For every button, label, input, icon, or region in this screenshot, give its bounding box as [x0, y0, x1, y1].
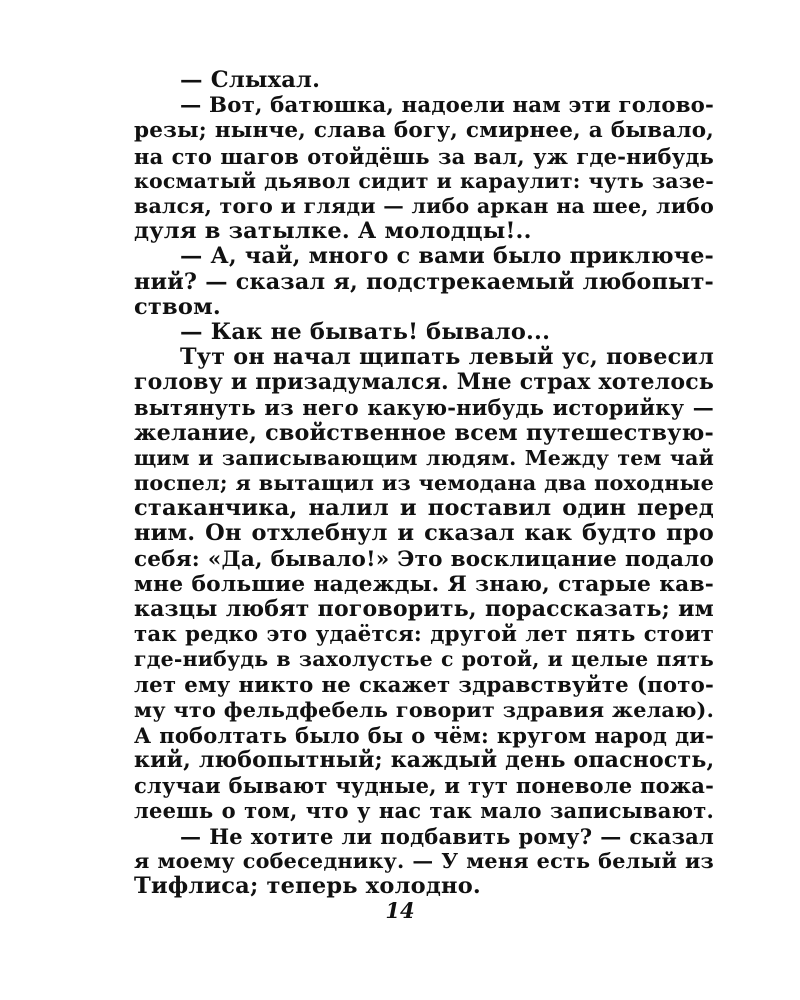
text-line: мне большие надежды. Я знаю, старые кав-	[134, 571, 714, 597]
text-line: ством.	[134, 293, 221, 320]
text-line: так редко это удаётся: другой лет пять стоит	[134, 622, 714, 648]
text-line: — Вот, батюшка, надоели нам эти голово-	[180, 93, 715, 119]
text-line: вался, того и гляди — либо аркан на шее, либо	[134, 193, 714, 218]
page-text	[134, 68, 714, 899]
text-line: где-нибудь в захолустье с ротой, и целые пять	[134, 647, 714, 672]
text-line: вытянуть из него какую-нибудь историйку —	[134, 395, 714, 421]
text-line: ний? — сказал я, подстрекаемый любопыт-	[134, 268, 714, 295]
text-line: лет ему никто не скажет здравствуйте (пото-	[134, 672, 714, 698]
text-line: казцы любят поговорить, порассказать; им	[134, 595, 714, 622]
text-line: на сто шагов отойдёшь за вал, уж где-нибудь	[134, 143, 714, 169]
text-line: дуля в затылке. А молодцы!..	[134, 218, 532, 245]
text-line: Тут он начал щипать левый ус, повесил	[180, 344, 714, 371]
text-line: — А, чай, много с вами было приключе-	[180, 243, 714, 270]
text-line: поспел; я вытащил из чемодана два походные	[134, 471, 714, 495]
text-line: щим и записывающим людям. Между тем чай	[134, 445, 714, 470]
text-line: я моему собеседнику. — У меня есть белый из	[134, 848, 714, 873]
text-line: ним. Он отхлебнул и сказал как будто про	[134, 520, 714, 547]
text-line: желание, свойственное всем путешествую-	[134, 419, 714, 446]
text-line: му что фельдфебель говорит здравия желаю).	[134, 697, 714, 722]
text-line: косматый дьявол сидит и караулит: чуть зазе-	[134, 168, 714, 193]
text-line: леешь о том, что у нас так мало записывают.	[134, 798, 714, 824]
text-line: Тифлиса; теперь холодно.	[134, 873, 481, 899]
text-line: кий, любопытный; каждый день опасность,	[134, 747, 715, 774]
text-line: — Не хотите ли подбавить рому? — сказал	[180, 823, 714, 849]
text-line: — Слыхал.	[180, 67, 321, 93]
text-line: А поболтать было бы о чём: кругом народ ди-	[134, 722, 714, 748]
text-line: себя: «Да, бывало!» Это восклицание подало	[134, 546, 714, 572]
text-line: резы; нынче, слава богу, смирнее, а бывало,	[134, 118, 714, 144]
text-line: стаканчика, налил и поставил один перед	[134, 495, 714, 522]
text-line: случаи бывают чудные, и тут поневоле пожа-	[134, 773, 714, 799]
text-line: — Как не бывать! бывало...	[180, 318, 551, 345]
text-line: голову и призадумался. Мне страх хотелось	[134, 369, 714, 396]
page-number: 14	[385, 898, 415, 923]
